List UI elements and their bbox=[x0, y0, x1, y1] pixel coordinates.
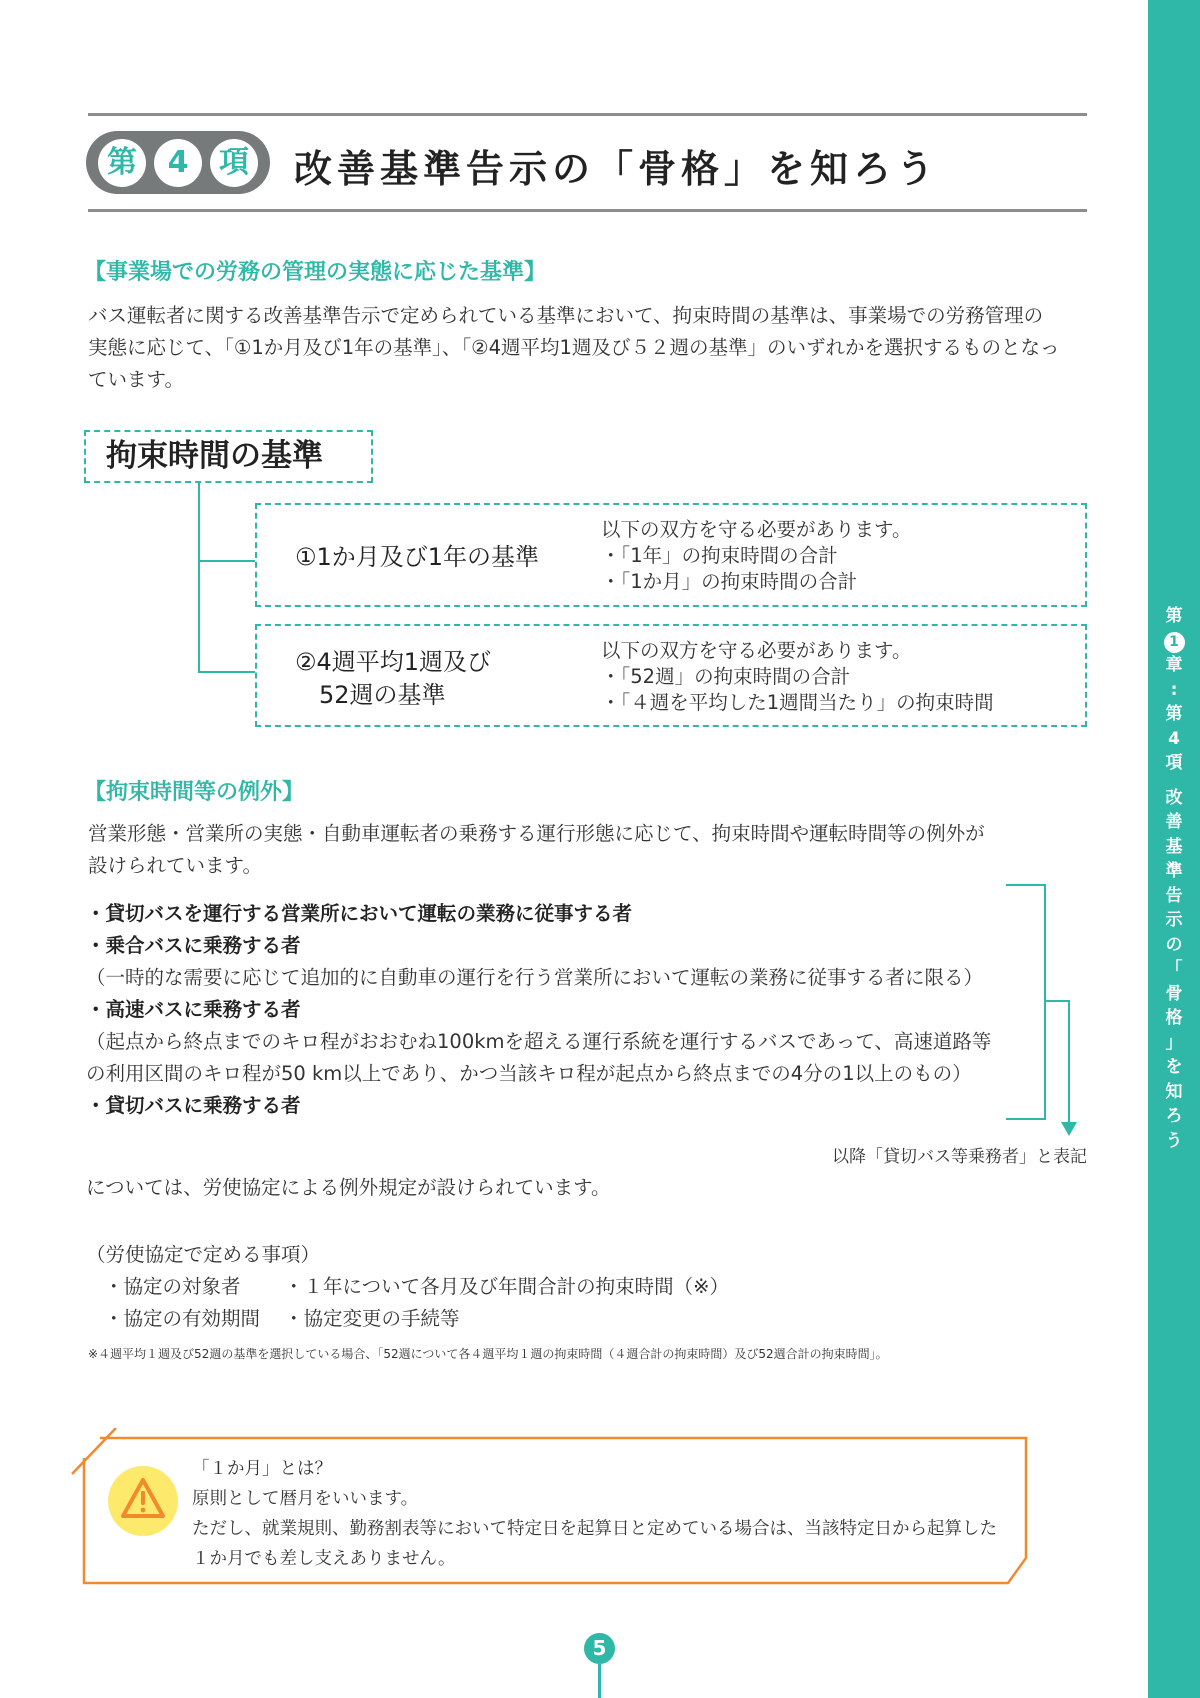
agreement-row bbox=[104, 1303, 729, 1335]
text-line: 設けられています。 bbox=[88, 854, 262, 877]
side-char: : bbox=[1170, 679, 1178, 700]
text-line: ・「52週」の拘束時間の合計 bbox=[601, 665, 851, 688]
option-description bbox=[601, 517, 911, 595]
bracket-vertical bbox=[1044, 884, 1046, 1120]
text-line: ・「1か月」の拘束時間の合計 bbox=[601, 570, 858, 593]
text-line: バス運転者に関する改善基準告示で定められている基準において、拘束時間の基準は、事業場での労務管理の bbox=[88, 304, 1044, 327]
side-char: 項 bbox=[1165, 753, 1183, 773]
list-item-note: （起点から終点までのキロ程がおおむね100kmを超える運行系統を運行するバスであって、高速道路等 bbox=[86, 1030, 992, 1053]
side-char: 4 bbox=[1168, 728, 1180, 749]
side-char: 善 bbox=[1165, 812, 1183, 832]
side-char: 骨 bbox=[1165, 983, 1183, 1004]
agreement-heading: （労使協定で定める事項） bbox=[86, 1243, 321, 1266]
page-number-stem bbox=[598, 1664, 601, 1698]
tree-connector-vertical bbox=[198, 483, 200, 673]
side-char: ろ bbox=[1165, 1106, 1183, 1126]
info-alert-box bbox=[68, 1428, 1030, 1586]
text-line: 以下の双方を守る必要があります。 bbox=[601, 639, 912, 662]
exception-target-list bbox=[86, 898, 991, 1122]
side-char: 準 bbox=[1165, 861, 1183, 881]
option-description bbox=[601, 638, 994, 716]
side-char: 示 bbox=[1165, 910, 1183, 930]
side-char: 第 bbox=[1165, 606, 1183, 626]
agreement-item: ・協定変更の手続等 bbox=[284, 1307, 460, 1330]
side-char: の bbox=[1165, 934, 1183, 955]
agreement-item: ・協定の対象者 bbox=[104, 1275, 241, 1298]
side-char: 知 bbox=[1165, 1081, 1183, 1102]
section-heading-exceptions: 【拘束時間等の例外】 bbox=[84, 780, 305, 805]
badge-number: 4 bbox=[154, 139, 202, 187]
list-item: ・乗合バスに乗務する者 bbox=[86, 934, 301, 957]
text-line: ②4週平均1週及び bbox=[295, 648, 492, 676]
agreement-row bbox=[104, 1271, 729, 1303]
text-line: ・「1年」の拘束時間の合計 bbox=[601, 544, 838, 567]
side-char: 格 bbox=[1165, 1008, 1183, 1028]
text-line: ただし、就業規則、勤務割表等において特定日を起算日と定めている場合は、当該特定日から起算した bbox=[192, 1519, 997, 1539]
option-box-monthly-yearly bbox=[255, 503, 1087, 607]
side-char: を bbox=[1165, 1057, 1183, 1077]
chapter-side-label bbox=[1162, 604, 1186, 1153]
text-line: ・「４週を平均した1週間当たり」の拘束時間 bbox=[601, 691, 994, 714]
badge-dai: 第 bbox=[98, 139, 146, 187]
warning-icon bbox=[108, 1466, 178, 1536]
exceptions-conclusion: については、労使協定による例外規定が設けられています。 bbox=[86, 1176, 611, 1199]
chapter-number-circle: 1 bbox=[1164, 632, 1185, 653]
page-number: 5 bbox=[584, 1633, 615, 1664]
text-line: 以下の双方を守る必要があります。 bbox=[601, 518, 912, 541]
option-box-weekly-52weeks bbox=[255, 624, 1087, 727]
alert-title: 「１か月」とは？ bbox=[192, 1459, 332, 1479]
page-title: 改善基準告示の「骨格」を知ろう bbox=[294, 147, 940, 191]
text-line: 実態に応じて、「①1か月及び1年の基準」、「②4週平均1週及び５２週の基準」のいずれかを選択するものとなっ bbox=[88, 336, 1060, 359]
footnote: ※４週平均１週及び52週の基準を選択している場合、「52週について各４週平均１週の拘束時間（４週合計の拘束時間）及び52週合計の拘束時間」。 bbox=[88, 1347, 888, 1361]
tree-connector-branch-1 bbox=[198, 560, 255, 562]
bracket-note: 以降「貸切バス等乗務者」と表記 bbox=[832, 1147, 1087, 1167]
agreement-item: ・協定の有効期間 bbox=[104, 1307, 261, 1330]
side-char: う bbox=[1165, 1130, 1183, 1151]
agreement-item: ・１年について各月及び年間合計の拘束時間（※） bbox=[284, 1275, 729, 1298]
bracket-top bbox=[1006, 884, 1046, 886]
side-char: 「 bbox=[1165, 959, 1183, 979]
restraint-time-standard-box: 拘束時間の基準 bbox=[84, 430, 373, 483]
side-char: 第 bbox=[1165, 704, 1183, 724]
exceptions-intro bbox=[88, 818, 985, 882]
list-item-note: （一時的な需要に応じて追加的に自動車の運行を行う営業所において運転の業務に従事する者に限る） bbox=[86, 966, 984, 989]
list-item-note: の利用区間のキロ程が50 km以上であり、かつ当該キロ程が起点から終点までの4分の1以上のもの） bbox=[86, 1062, 972, 1085]
tree-connector-branch-2 bbox=[198, 671, 255, 673]
bracket-branch bbox=[1044, 1000, 1070, 1002]
arrow-shaft bbox=[1068, 1000, 1070, 1124]
warning-icon-background bbox=[108, 1466, 178, 1536]
alert-text bbox=[192, 1454, 997, 1574]
text-line: １か月でも差し支えありません。 bbox=[192, 1549, 456, 1569]
bracket-bottom bbox=[1006, 1118, 1046, 1120]
option-name bbox=[295, 646, 491, 712]
side-char: 告 bbox=[1165, 885, 1183, 906]
arrow-down-icon bbox=[1061, 1122, 1077, 1136]
side-char: 章 bbox=[1165, 655, 1183, 675]
section-heading-workplace-standard: 【事業場での労務の管理の実態に応じた基準】 bbox=[84, 260, 547, 285]
side-char: 基 bbox=[1165, 836, 1183, 857]
list-item: ・高速バスに乗務する者 bbox=[86, 998, 301, 1021]
text-line: 52週の基準 bbox=[295, 681, 446, 709]
option-name: ①1か月及び1年の基準 bbox=[295, 543, 540, 571]
text-line: 営業形態・営業所の実態・自動車運転者の乗務する運行形態に応じて、拘束時間や運転時間等の例外が bbox=[88, 822, 985, 845]
list-item: ・貸切バスを運行する営業所において運転の業務に従事する者 bbox=[86, 902, 633, 925]
badge-kou: 項 bbox=[210, 139, 258, 187]
header-bottom-rule bbox=[88, 209, 1087, 212]
side-char: 」 bbox=[1165, 1032, 1183, 1053]
text-line: ています。 bbox=[88, 368, 184, 391]
side-char: 改 bbox=[1165, 787, 1183, 808]
agreement-items bbox=[104, 1271, 729, 1335]
list-item: ・貸切バスに乗務する者 bbox=[86, 1094, 301, 1117]
header-top-rule bbox=[88, 113, 1087, 116]
section-badge bbox=[86, 131, 270, 194]
section1-paragraph bbox=[88, 300, 1059, 396]
text-line: 原則として暦月をいいます。 bbox=[192, 1489, 419, 1509]
